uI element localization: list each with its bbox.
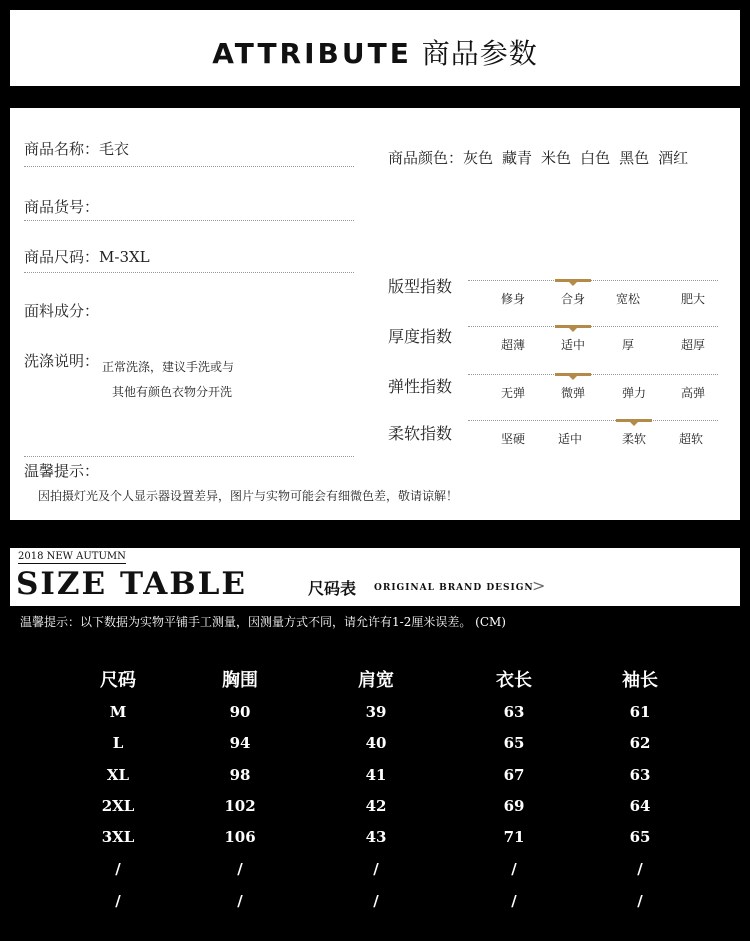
table-cell: 3XL (101, 828, 135, 846)
table-cell: 43 (365, 828, 387, 846)
color-option: 酒红 (658, 149, 689, 167)
table-cell: / (511, 892, 517, 910)
table-header-cell: 胸围 (222, 670, 258, 691)
table-cell: / (115, 892, 121, 910)
index-option: 弹力 (621, 386, 646, 400)
table-cell: 67 (503, 766, 525, 784)
table-cell: / (373, 860, 379, 878)
table-cell: 63 (629, 766, 651, 784)
table-cell: 39 (365, 703, 387, 721)
table-cell: 42 (365, 797, 387, 815)
color-option: 白色 (580, 149, 611, 167)
table-cell: 71 (503, 828, 525, 846)
table-cell: 69 (503, 797, 525, 815)
table-cell: / (237, 892, 243, 910)
table-cell: / (637, 892, 643, 910)
table-cell: 102 (224, 797, 256, 815)
table-cell: / (115, 860, 121, 878)
selected-marker (555, 279, 591, 282)
index-option: 超薄 (500, 338, 525, 352)
table-cell: XL (106, 766, 130, 784)
fit-index-label: 版型指数 (388, 277, 453, 296)
attribute-title-en: ATTRIBUTE (212, 37, 412, 70)
table-cell: 61 (629, 703, 651, 721)
table-cell: 98 (229, 766, 251, 784)
table-cell: 106 (224, 828, 256, 846)
table-cell: 40 (365, 734, 387, 752)
product-name-value: 毛衣 (99, 140, 130, 158)
color-option: 黑色 (619, 149, 650, 167)
size-table (10, 648, 740, 930)
wash-line-2: 其他有颜色衣物分开洗 (112, 385, 233, 399)
product-color-label: 商品颜色： (388, 149, 464, 167)
fabric-field (24, 300, 354, 321)
table-cell: 65 (629, 828, 651, 846)
thickness-index-label: 厚度指数 (388, 327, 453, 346)
product-sku-field (24, 196, 354, 217)
table-header-cell: 袖长 (622, 670, 658, 691)
wash-line-1: 正常洗涤，建议手洗或与 (102, 360, 235, 374)
size-table-title-cn: 尺码表 (308, 579, 357, 598)
table-cell: M (109, 703, 127, 721)
tip-label: 温馨提示： (24, 462, 100, 480)
table-cell: 2XL (101, 797, 135, 815)
color-option: 灰色 (463, 149, 494, 167)
attribute-title-cn: 商品参数 (421, 37, 538, 70)
color-option: 米色 (541, 149, 572, 167)
chevron-right-icon: > (532, 576, 546, 595)
size-table-title: SIZE TABLE (16, 566, 247, 602)
table-header-cell: 肩宽 (358, 670, 394, 691)
table-cell: 64 (629, 797, 651, 815)
index-option: 适中 (557, 432, 582, 446)
index-option: 厚 (621, 338, 634, 352)
fit-index-scale (468, 280, 718, 308)
table-header-cell: 衣长 (496, 670, 532, 691)
index-option: 微弹 (560, 386, 585, 400)
table-cell: 65 (503, 734, 525, 752)
index-option: 坚硬 (500, 432, 525, 446)
softness-index-label: 柔软指数 (388, 424, 453, 443)
selected-marker (555, 373, 591, 376)
elasticity-index-scale (468, 374, 718, 402)
attribute-panel (10, 10, 740, 520)
product-size-field (24, 246, 354, 267)
wash-label: 洗涤说明： (24, 352, 100, 370)
index-option: 适中 (560, 338, 585, 352)
attribute-divider-bar (10, 86, 740, 108)
product-size-value: M-3XL (99, 248, 150, 266)
index-option: 肥大 (680, 292, 705, 306)
table-cell: / (373, 892, 379, 910)
table-cell: / (511, 860, 517, 878)
table-cell: 90 (229, 703, 251, 721)
table-cell: / (637, 860, 643, 878)
product-color-field (388, 147, 697, 168)
elasticity-index-label: 弹性指数 (388, 377, 453, 396)
product-sku-label: 商品货号： (24, 198, 100, 216)
tip-divider (24, 456, 354, 457)
table-cell: 94 (229, 734, 251, 752)
softness-index-scale (468, 420, 718, 448)
table-cell: 62 (629, 734, 651, 752)
table-cell: L (112, 734, 124, 752)
size-table-header (10, 548, 740, 638)
measurement-note: 温馨提示：以下数据为实物平铺手工测量，因测量方式不同，请允许有1-2厘米误差。 (CM) (10, 606, 740, 638)
index-option: 修身 (500, 292, 525, 306)
table-cell: / (237, 860, 243, 878)
brand-design-text: ORIGINAL BRAND DESIGN (374, 583, 534, 593)
index-option: 柔软 (621, 432, 646, 446)
index-option: 超厚 (680, 338, 705, 352)
index-option: 高弹 (680, 386, 705, 400)
product-size-label: 商品尺码： (24, 248, 100, 266)
product-name-field (24, 138, 354, 159)
product-name-label: 商品名称： (24, 140, 100, 158)
selected-marker (555, 325, 591, 328)
color-option: 藏青 (502, 149, 533, 167)
tip-text: 因拍摄灯光及个人显示器设置差异，图片与实物可能会有细微色差，敬请谅解！ (38, 489, 459, 503)
wash-instructions (102, 355, 234, 405)
index-option: 宽松 (615, 292, 640, 306)
table-cell: 63 (503, 703, 525, 721)
table-cell: 41 (365, 766, 387, 784)
index-option: 无弹 (500, 386, 525, 400)
index-option: 合身 (560, 292, 585, 306)
season-tag: 2018 NEW AUTUMN (18, 551, 126, 562)
thickness-index-scale (468, 326, 718, 354)
index-option: 超软 (678, 432, 703, 446)
table-header-cell: 尺码 (100, 670, 136, 691)
attribute-title (10, 32, 740, 72)
fabric-label: 面料成分： (24, 302, 100, 320)
selected-marker (616, 419, 652, 422)
